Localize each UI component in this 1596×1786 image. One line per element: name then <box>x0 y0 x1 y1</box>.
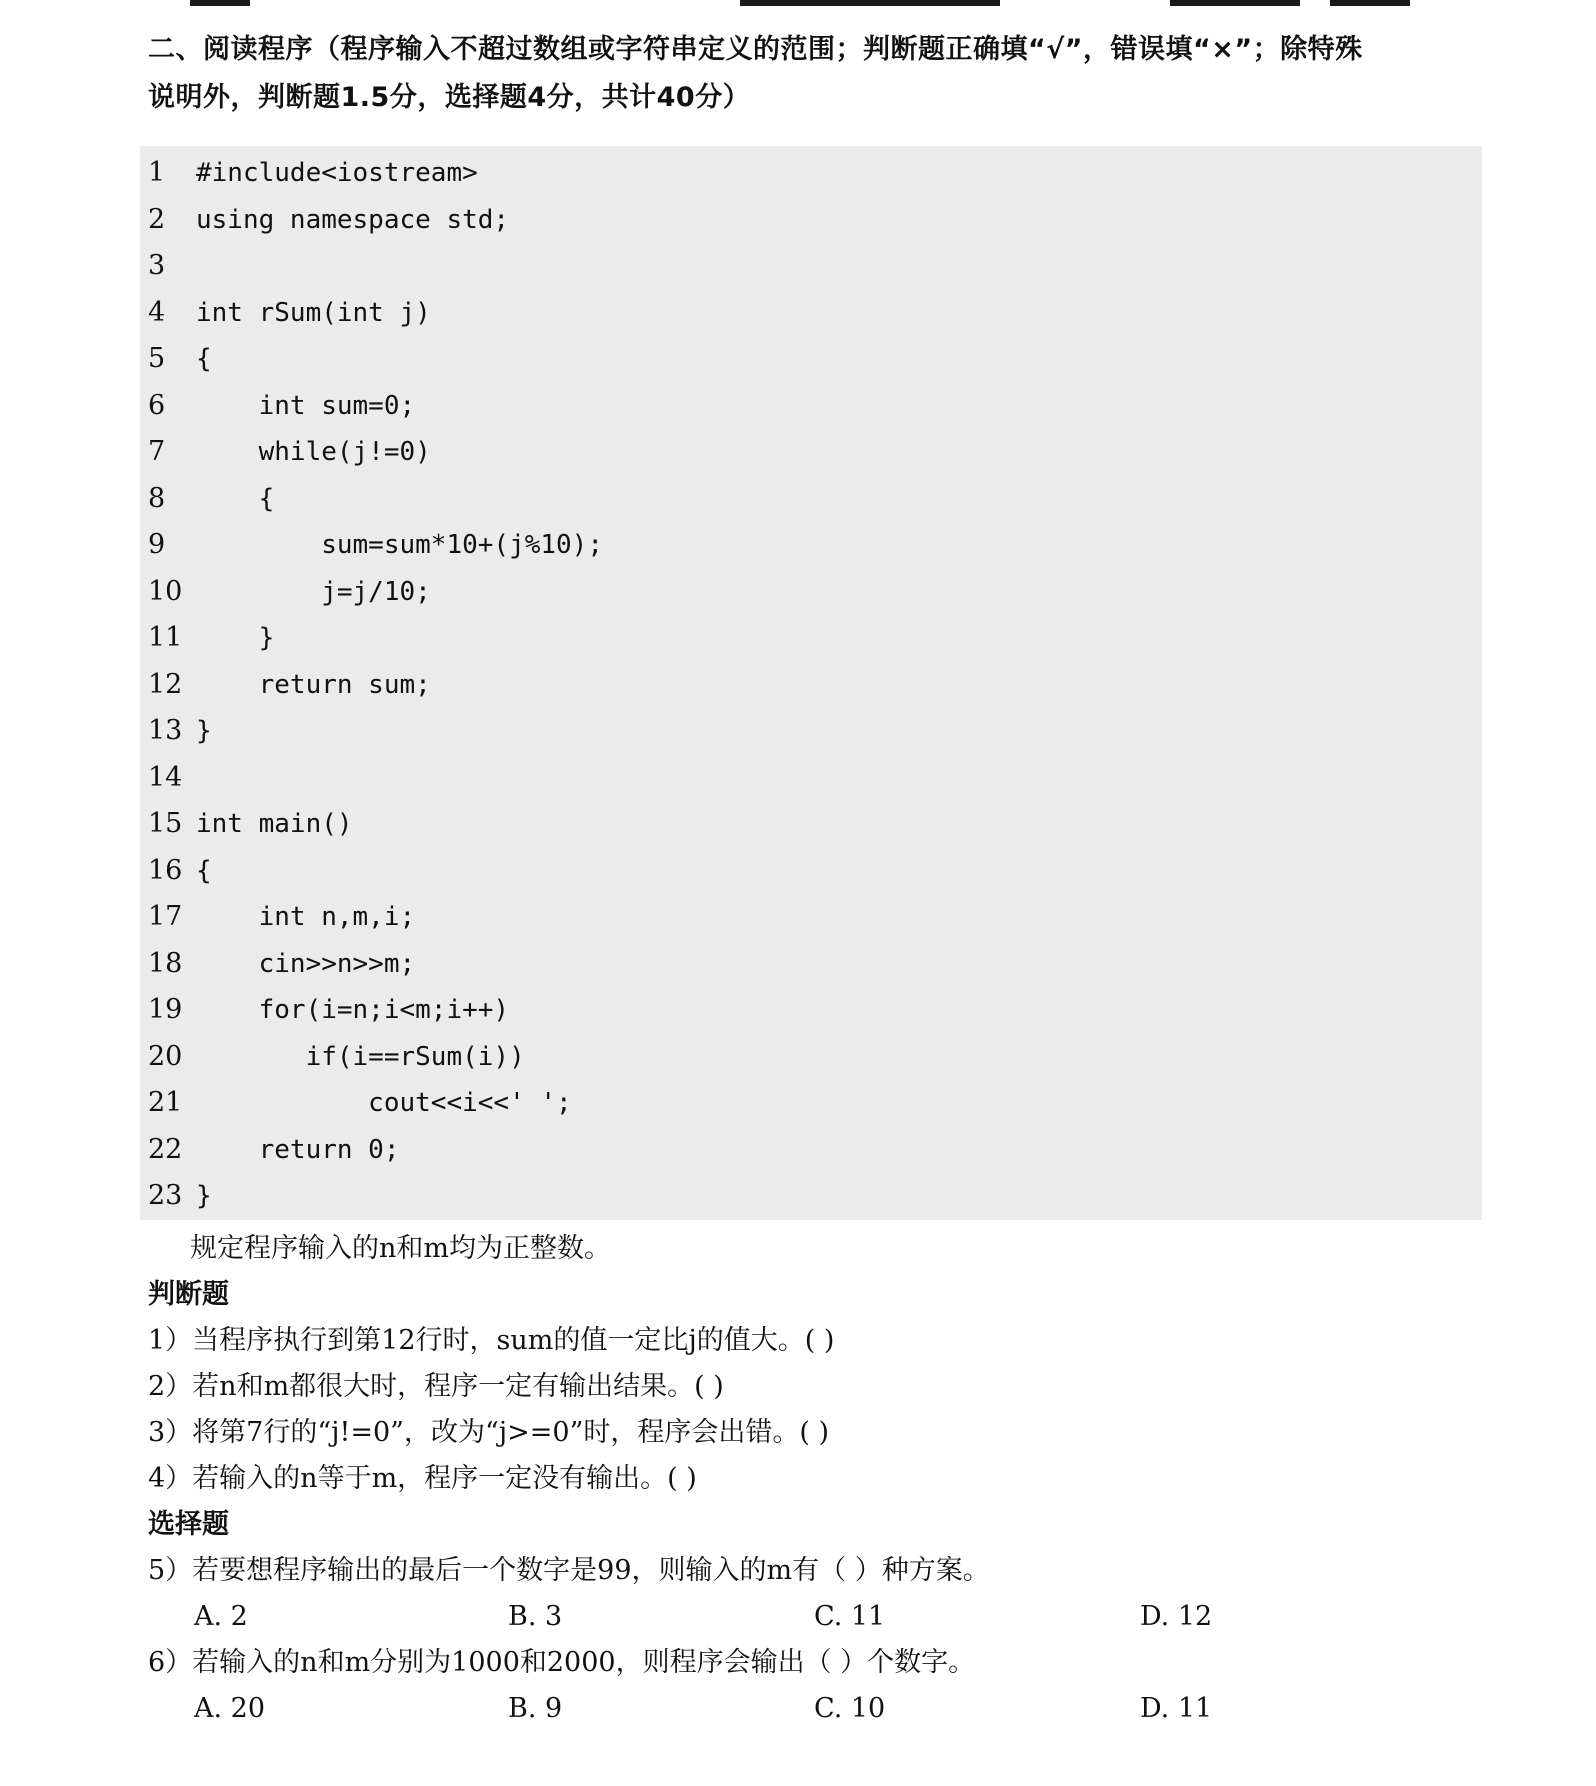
code-text: } <box>196 1181 212 1211</box>
q5-option-b: B. 3 <box>508 1601 563 1632</box>
line-number: 22 <box>148 1133 183 1165</box>
judge-question-3: 3）将第7行的“j!=0”，改为“j>=0”时，程序会出错。( ) <box>148 1417 830 1448</box>
code-line <box>140 243 1482 290</box>
judge-question-1: 1）当程序执行到第12行时，sum的值一定比j的值大。( ) <box>148 1325 835 1356</box>
code-line <box>140 569 1482 616</box>
code-line <box>140 987 1482 1034</box>
code-line <box>140 941 1482 988</box>
code-line <box>140 197 1482 244</box>
code-line <box>140 1127 1482 1174</box>
code-line <box>140 755 1482 802</box>
section-header-line-2: 说明外，判断题1.5分，选择题4分，共计40分） <box>148 82 751 113</box>
code-line <box>140 708 1482 755</box>
code-text: using namespace std; <box>196 204 510 235</box>
q5-option-d: D. 12 <box>1140 1601 1213 1632</box>
line-number: 5 <box>148 343 166 374</box>
q6-option-c: C. 10 <box>814 1693 886 1724</box>
code-text: cout<<i<<' '; <box>196 1088 572 1118</box>
input-note: 规定程序输入的n和m均为正整数。 <box>190 1233 611 1264</box>
code-text: return 0; <box>196 1134 400 1165</box>
line-number: 9 <box>148 529 166 560</box>
q6-option-d: D. 11 <box>1140 1693 1213 1724</box>
judge-question-4: 4）若输入的n等于m，程序一定没有输出。( ) <box>148 1463 697 1494</box>
code-line <box>140 1034 1482 1081</box>
line-number: 4 <box>148 296 166 328</box>
line-number: 20 <box>148 1040 183 1072</box>
line-number: 3 <box>148 250 166 281</box>
choice-question-6: 6）若输入的n和m分别为1000和2000，则程序会输出（ ）个数字。 <box>148 1647 976 1678</box>
code-text: #include<iostream> <box>196 158 478 188</box>
line-number: 19 <box>148 994 183 1025</box>
code-line <box>140 290 1482 337</box>
code-line <box>140 476 1482 523</box>
code-text: sum=sum*10+(j%10); <box>196 530 603 560</box>
code-text: int sum=0; <box>196 390 416 421</box>
code-text: int n,m,i; <box>196 902 416 932</box>
code-text: cin>>n>>m; <box>196 948 416 979</box>
line-number: 21 <box>148 1087 183 1118</box>
judge-section-label: 判断题 <box>148 1279 229 1310</box>
line-number: 17 <box>148 901 183 932</box>
code-line <box>140 848 1482 895</box>
choice-question-5: 5）若要想程序输出的最后一个数字是99，则输入的m有（ ）种方案。 <box>148 1555 990 1586</box>
line-number: 7 <box>148 436 166 467</box>
code-text: { <box>196 855 212 886</box>
line-number: 10 <box>148 575 183 607</box>
code-line <box>140 615 1482 662</box>
line-number: 8 <box>148 482 166 514</box>
line-number: 12 <box>148 668 183 700</box>
q5-option-a: A. 2 <box>194 1601 248 1632</box>
code-text: return sum; <box>196 669 431 700</box>
code-text: } <box>196 716 212 746</box>
line-number: 13 <box>148 715 183 746</box>
line-number: 15 <box>148 808 183 839</box>
line-number: 16 <box>148 854 183 886</box>
code-line <box>140 1080 1482 1127</box>
code-text: int main() <box>196 809 353 839</box>
code-text: if(i==rSum(i)) <box>196 1041 525 1072</box>
code-listing <box>140 146 1482 1220</box>
line-number: 2 <box>148 203 166 235</box>
line-number: 11 <box>148 622 183 653</box>
code-line <box>140 522 1482 569</box>
line-number: 1 <box>148 157 166 188</box>
line-number: 18 <box>148 947 183 979</box>
section-header <box>148 26 1488 122</box>
judge-question-2: 2）若n和m都很大时，程序一定有输出结果。( ) <box>148 1371 724 1402</box>
code-text: { <box>196 344 212 374</box>
code-text: j=j/10; <box>196 576 431 607</box>
choice-section-label: 选择题 <box>148 1509 229 1540</box>
q5-option-c: C. 11 <box>814 1601 886 1632</box>
line-number: 14 <box>148 761 183 793</box>
code-line <box>140 383 1482 430</box>
cropped-previous-line <box>0 0 1596 10</box>
code-text: while(j!=0) <box>196 437 431 467</box>
code-line <box>140 1173 1482 1220</box>
q6-option-a: A. 20 <box>194 1693 266 1724</box>
line-number: 23 <box>148 1180 183 1211</box>
code-text: for(i=n;i<m;i++) <box>196 995 510 1025</box>
line-number: 6 <box>148 389 166 421</box>
code-text: { <box>196 483 275 514</box>
code-line <box>140 662 1482 709</box>
code-text: } <box>196 623 275 653</box>
code-line <box>140 894 1482 941</box>
code-text: int rSum(int j) <box>196 297 431 328</box>
code-line <box>140 150 1482 197</box>
code-line <box>140 429 1482 476</box>
q6-option-b: B. 9 <box>508 1693 563 1724</box>
code-line <box>140 801 1482 848</box>
code-line <box>140 336 1482 383</box>
section-header-line-1: 二、阅读程序（程序输入不超过数组或字符串定义的范围；判断题正确填“√”，错误填“×”；除特殊 <box>148 34 1363 65</box>
